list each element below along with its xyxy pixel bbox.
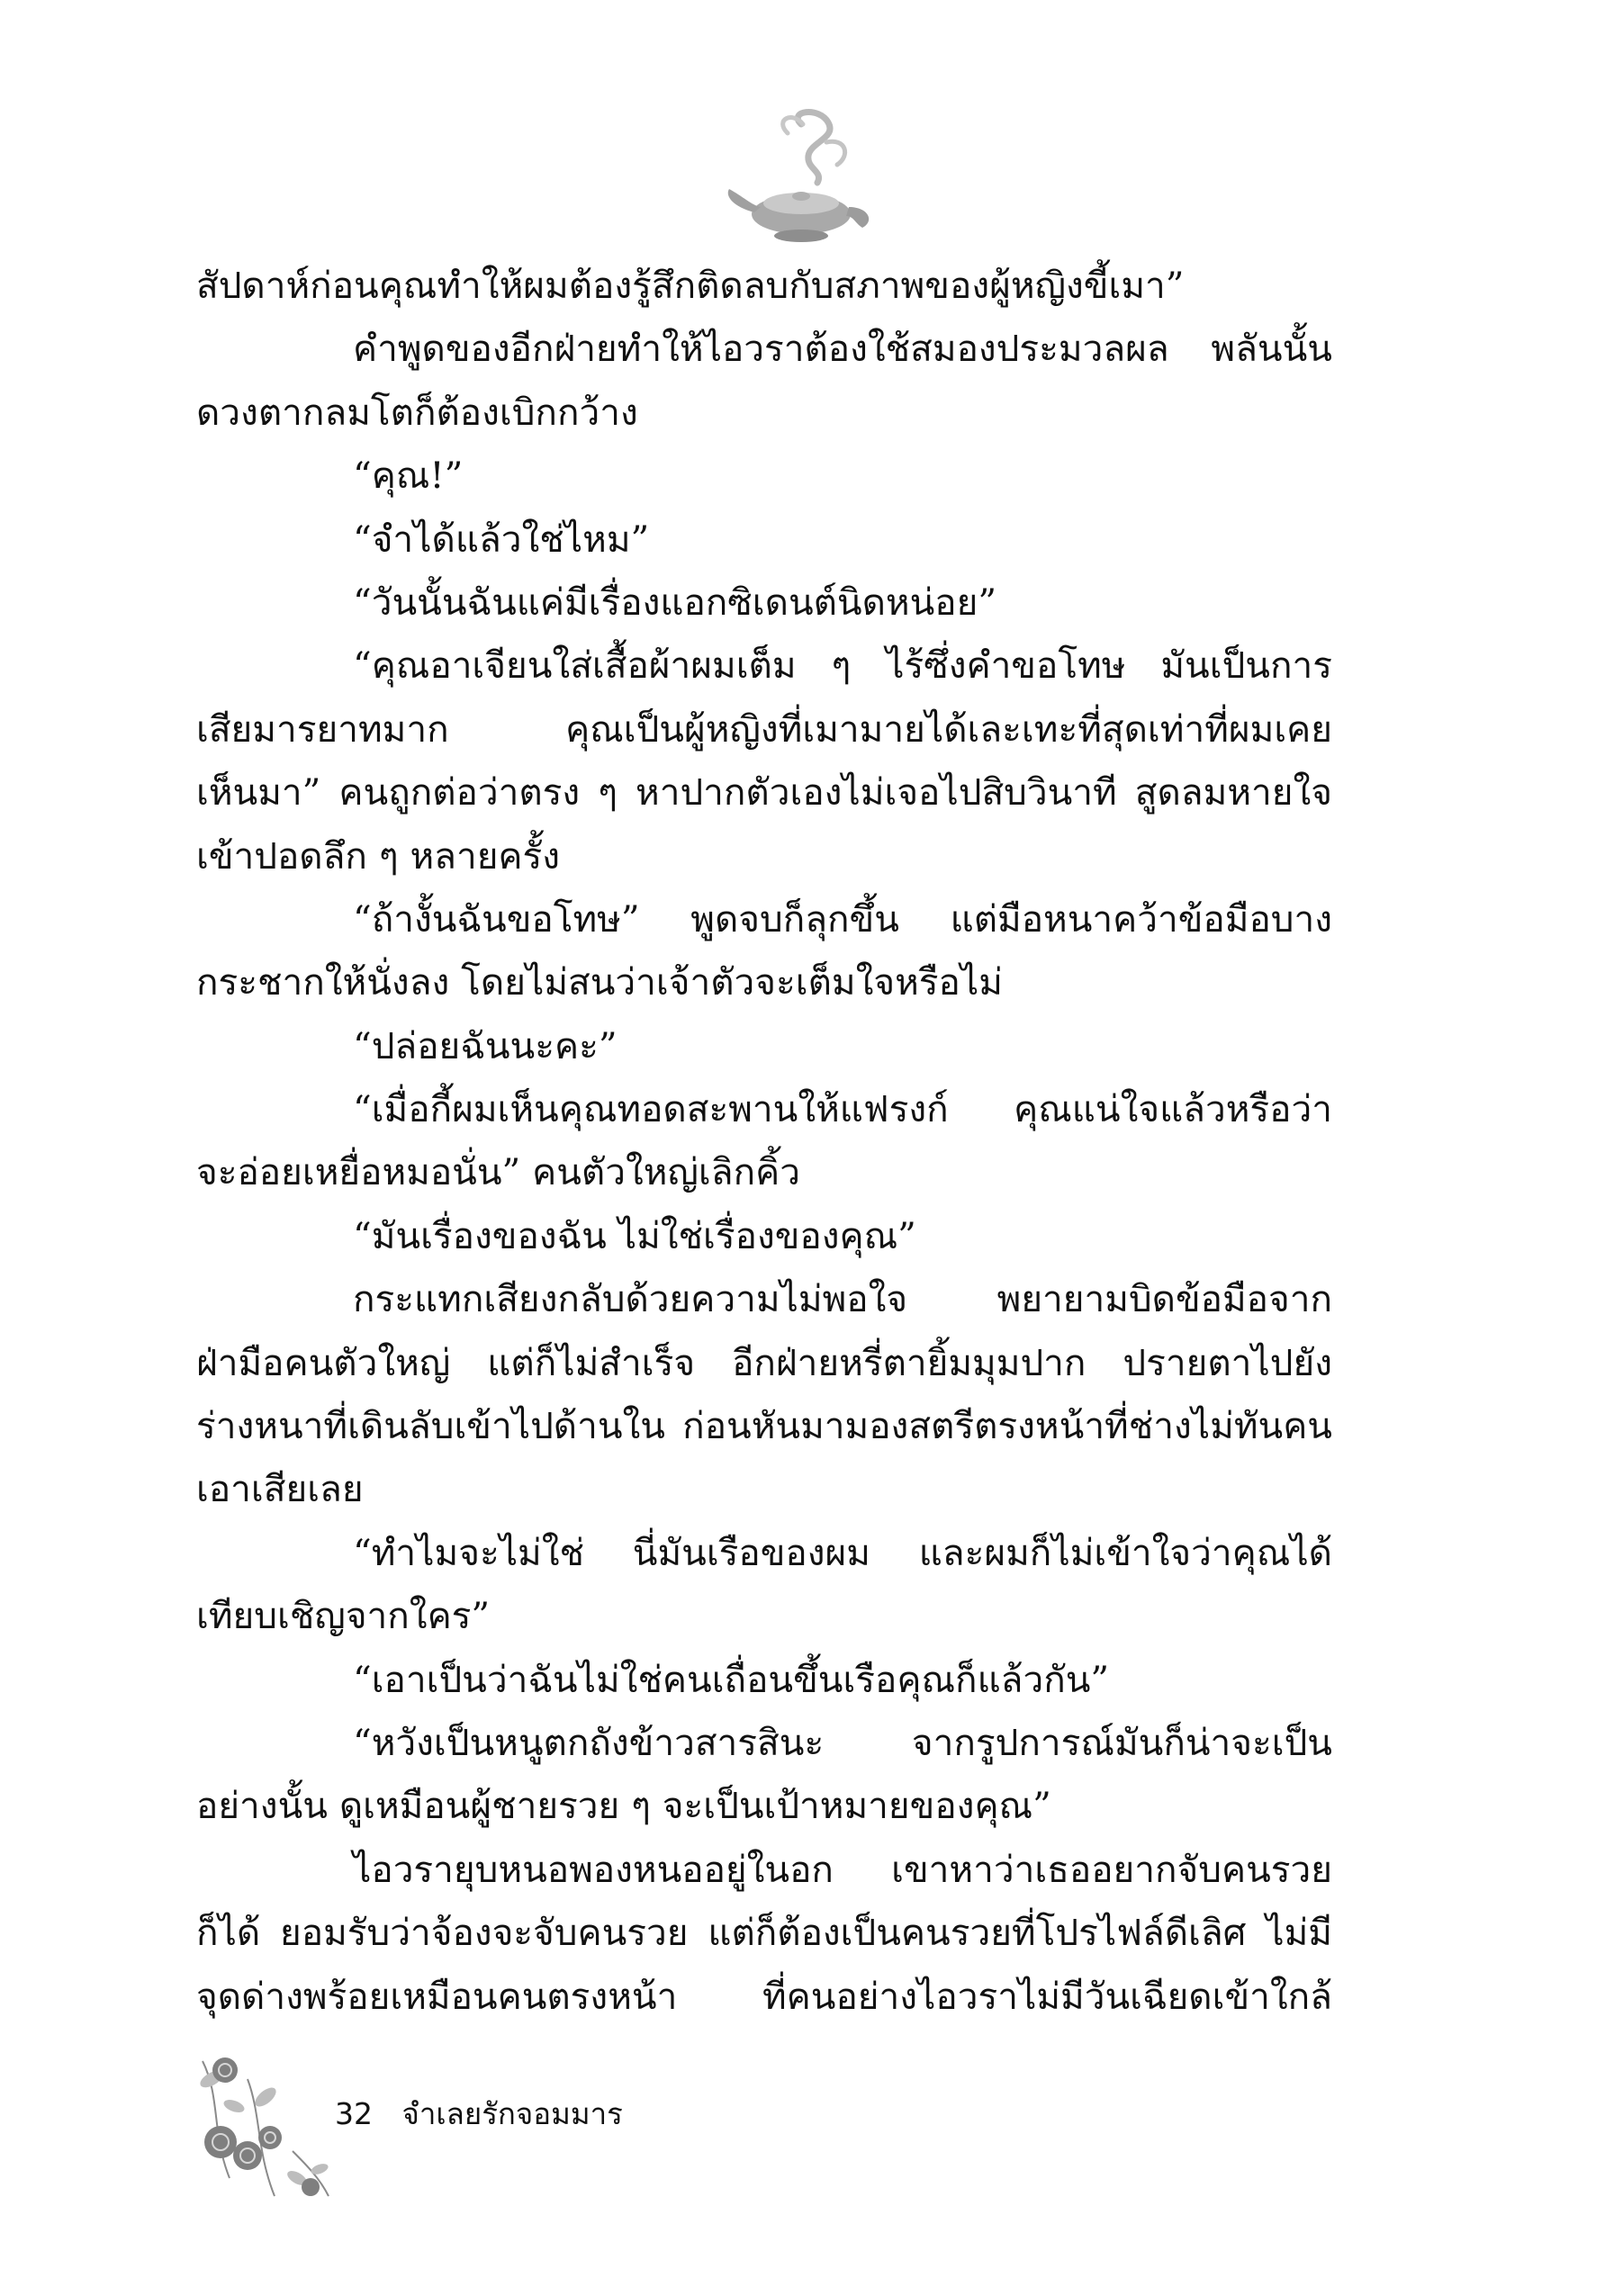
text-line: เทียบเชิญจากใคร”: [196, 1594, 491, 1638]
text-line: จะอ่อยเหยื่อหมอนั่น” คนตัวใหญ่เลิกคิ้ว: [196, 1150, 800, 1194]
text-line: “วันนั้นฉันแค่มีเรื่องแอกซิเดนต์นิดหน่อย”: [353, 580, 997, 624]
text-line: “ถ้างั้นฉันขอโทษ” พูดจบก็ลุกขึ้น แต่มือหนาคว้าข้อมือบาง: [353, 896, 1332, 941]
text-line: “จำได้แล้วใช่ไหม”: [353, 517, 650, 561]
text-line: กระแทกเสียงกลับด้วยความไม่พอใจ พยายามบิดข้อมือจาก: [353, 1277, 1332, 1321]
lamp-icon: [702, 106, 882, 250]
text-line: “ทำไมจะไม่ใช่ นี่มันเรือของผม และผมก็ไม่เข้าใจว่าคุณได้: [353, 1530, 1332, 1574]
text-line: คำพูดของอีกฝ่ายทำให้ไอวราต้องใช้สมองประมวลผล พลันนั้น: [353, 327, 1332, 371]
text-line: ร่างหนาที่เดินลับเข้าไปด้านใน ก่อนหันมามองสตรีตรงหน้าที่ช่างไม่ทันคน: [196, 1404, 1332, 1448]
book-title: จำเลยรักจอมมาร: [401, 2096, 623, 2131]
text-line: “เอาเป็นว่าฉันไม่ใช่คนเถื่อนขึ้นเรือคุณก็แล้วกัน”: [353, 1657, 1110, 1701]
text-line: ดวงตากลมโตก็ต้องเบิกกว้าง: [196, 390, 638, 434]
rose-flowers-icon: [185, 2043, 338, 2205]
text-line: ฝ่ามือคนตัวใหญ่ แต่ก็ไม่สำเร็จ อีกฝ่ายหรี่ตายิ้มมุมปาก ปรายตาไปยัง: [196, 1340, 1332, 1384]
text-line: “หวังเป็นหนูตกถังข้าวสารสินะ จากรูปการณ์มันก็น่าจะเป็น: [353, 1720, 1332, 1764]
text-line: เสียมารยาทมาก คุณเป็นผู้หญิงที่เมามายได้เละเทะที่สุดเท่าที่ผมเคย: [196, 707, 1332, 751]
body-text: [196, 254, 1332, 2028]
text-line: สัปดาห์ก่อนคุณทำให้ผมต้องรู้สึกติดลบกับสภาพของผู้หญิงขี้เมา”: [196, 264, 1185, 307]
page-footer: [335, 2090, 623, 2138]
text-line: เอาเสียเลย: [196, 1467, 364, 1511]
text-line: “คุณ!”: [353, 454, 464, 498]
text-line: จุดด่างพร้อยเหมือนคนตรงหน้า ที่คนอย่างไอวราไม่มีวันเฉียดเข้าใกล้: [196, 1974, 1332, 2018]
text-line: เห็นมา” คนถูกต่อว่าตรง ๆ หาปากตัวเองไม่เจอไปสิบวินาที สูดลมหายใจ: [196, 770, 1332, 815]
text-line: อย่างนั้น ดูเหมือนผู้ชายรวย ๆ จะเป็นเป้าหมายของคุณ”: [196, 1784, 1051, 1828]
text-line: ไอวรายุบหนอพองหนออยู่ในอก เขาหาว่าเธออยากจับคนรวย: [353, 1847, 1332, 1891]
text-line: “มันเรื่องของฉัน ไม่ใช่เรื่องของคุณ”: [353, 1213, 916, 1257]
text-line: “ปล่อยฉันนะคะ”: [353, 1023, 618, 1067]
text-line: “เมื่อกี้ผมเห็นคุณทอดสะพานให้แฟรงก์ คุณแน่ใจแล้วหรือว่า: [353, 1087, 1332, 1131]
text-line: กระชากให้นั่งลง โดยไม่สนว่าเจ้าตัวจะเต็มใจหรือไม่: [196, 960, 1003, 1004]
text-line: ก็ได้ ยอมรับว่าจ้องจะจับคนรวย แต่ก็ต้องเป็นคนรวยที่โปรไฟล์ดีเลิศ ไม่มี: [196, 1911, 1332, 1955]
text-line: “คุณอาเจียนใส่เสื้อผ้าผมเต็ม ๆ ไร้ซึ่งคำขอโทษ มันเป็นการ: [353, 644, 1332, 688]
page-number: 32: [335, 2096, 373, 2131]
text-line: เข้าปอดลึก ๆ หลายครั้ง: [196, 833, 561, 878]
